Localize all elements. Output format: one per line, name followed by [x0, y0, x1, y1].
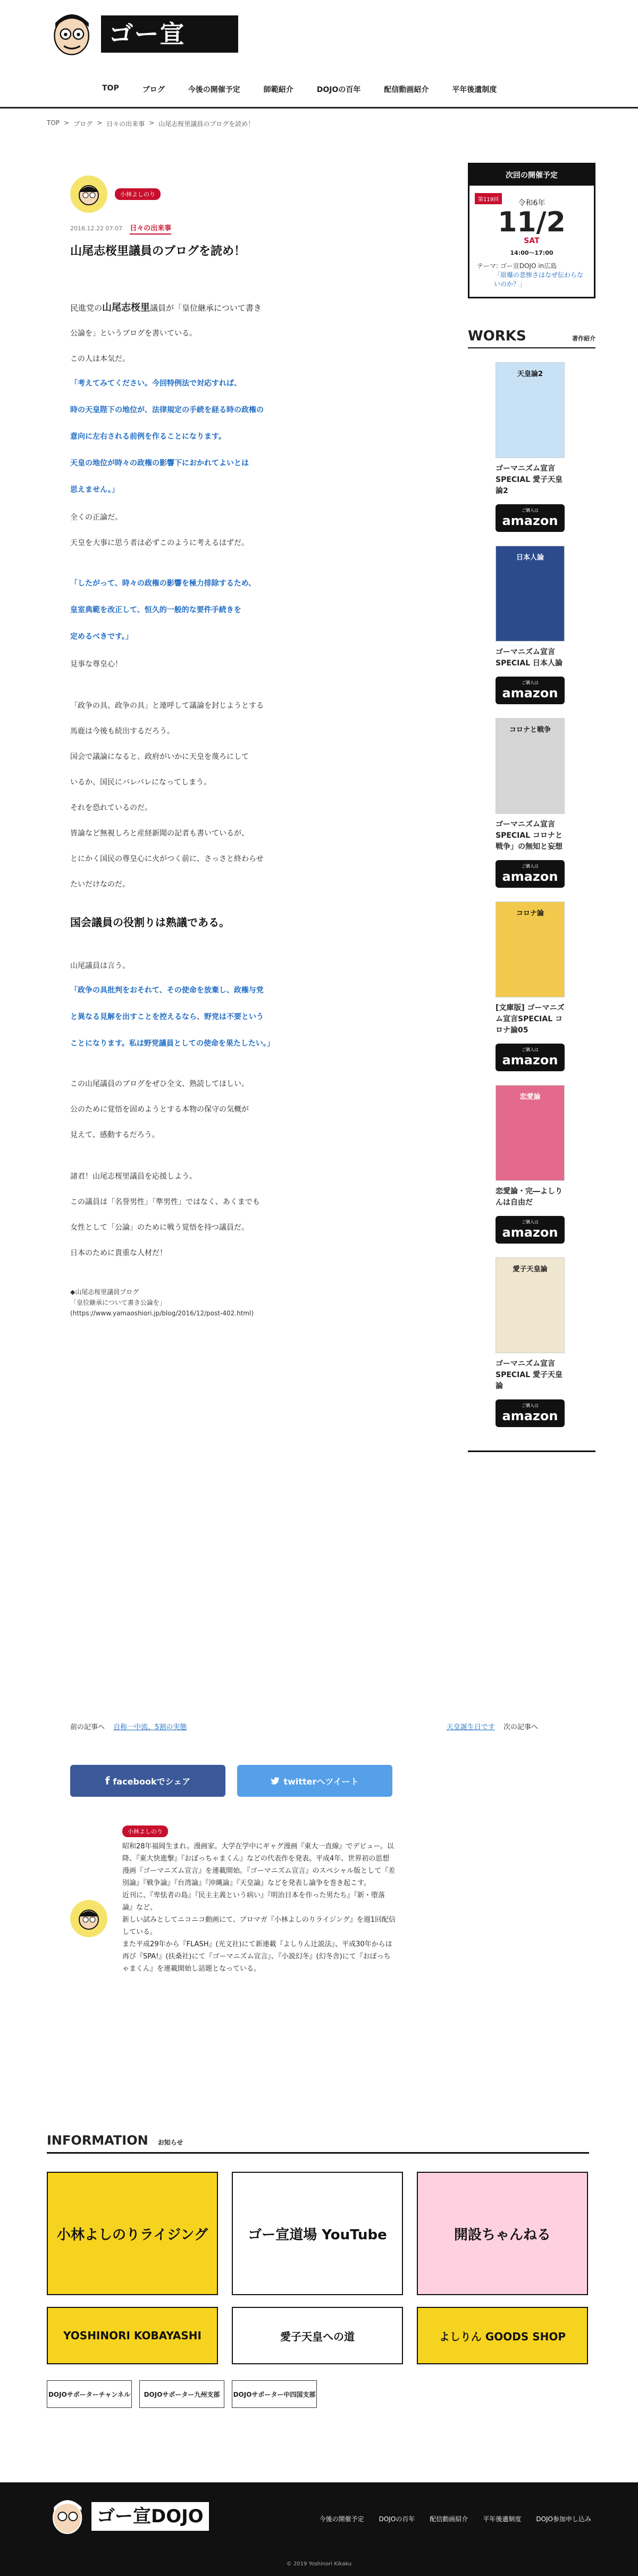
source-title: 「皇位継承について書き公論を」 [70, 1299, 166, 1306]
copyright: © 2019 Yoshinori Kikaku [286, 2561, 352, 2567]
post-body [70, 300, 400, 1319]
event-theme [477, 261, 586, 288]
author-row [70, 176, 400, 213]
nav-teachers[interactable]: 師範紹介 [263, 86, 293, 94]
next-event-box[interactable] [468, 163, 595, 298]
amazon-button-caption: ご購入は [522, 1047, 539, 1052]
amazon-logo: amazon [502, 869, 558, 884]
amazon-logo: amazon [502, 1225, 558, 1240]
site-logo[interactable] [47, 4, 238, 86]
information-section [47, 2133, 589, 2408]
bio-line: している。 [122, 1928, 157, 1936]
paragraph: この議員は「名誉男性」「準男性」ではなく、あくまでも [70, 1198, 260, 1206]
quote-line: 時の天皇陛下の地位が、法律規定の手続を経る時の政権の [70, 406, 264, 414]
quote-line: 思えません。」 [70, 486, 119, 494]
quote-line: ことになります。私は野党議員としての使命を果たしたい。」 [70, 1039, 274, 1048]
logo-text: ゴー宣DOJO [101, 15, 238, 53]
mascot-icon [47, 2496, 89, 2537]
paragraph: 諸君！山尾志桜里議員を応援しよう。 [70, 1172, 197, 1181]
twitter-share-label: twitterへツイート [283, 1776, 359, 1787]
paragraph: 全くの正論だ。 [70, 513, 122, 522]
breadcrumb-top[interactable]: TOP [47, 119, 60, 127]
next-event-body [469, 186, 594, 297]
book-title[interactable]: ゴーマニズム宣言SPECIAL 愛子天皇論2 [496, 464, 563, 495]
bio-line: 降、『東大快進撃』『おぼっちゃまくん』などの代表作を発表。平成4年、世界初の思想 [122, 1855, 390, 1863]
quote-line: 意向に左右される前例を作ることになります。 [70, 432, 226, 441]
information-title: INFORMATION [47, 2133, 148, 2148]
paragraph: 国会で議論になると、政府がいかに天皇を蔑ろにして [70, 753, 249, 761]
breadcrumb [47, 119, 254, 128]
works-title: WORKS [468, 328, 526, 344]
amazon-button-caption: ご購入は [522, 864, 539, 869]
amazon-button-caption: ご購入は [522, 1220, 539, 1224]
supporter-channel-link[interactable]: DOJOサポーターチャンネル [47, 2380, 132, 2408]
source-label: ◆山尾志桜里議員ブログ [70, 1288, 139, 1296]
author-badge[interactable]: 小林よしのり [122, 1825, 168, 1837]
quote-line: 定めるべきです。」 [70, 632, 133, 641]
breadcrumb-sep: > [149, 119, 155, 127]
next-label: 次の記事へ [503, 1723, 538, 1731]
event-number-badge: 第119回 [475, 193, 502, 204]
banner-grid [47, 2172, 589, 2364]
bio-line: 漫画『ゴーマニズム宣言』を連載開始。『ゴーマニズム宣言』のスペシャル版として『差 [122, 1867, 396, 1875]
author-badge[interactable]: 小林よしのり [115, 188, 161, 200]
paragraph: 見事な尊皇心！ [70, 660, 122, 669]
bio-line: 論』など。 [122, 1904, 157, 1912]
paragraph-group [70, 1076, 400, 1143]
paragraph: 馬鹿は今後も続出するだろう。 [70, 727, 174, 736]
facebook-share-button[interactable] [70, 1765, 225, 1797]
breadcrumb-current: 山尾志桜里議員のブログを読め！ [158, 120, 255, 128]
nav-videos[interactable]: 配信動画紹介 [384, 86, 429, 94]
quote-line: 皇室典範を改正して、恒久的一般的な要件手続きを [70, 606, 241, 614]
amazon-logo: amazon [502, 1053, 558, 1068]
paragraph: 山尾議員は言う。 [70, 962, 130, 970]
bio-line: 近刊に、『卑怯者の島』『民主主義という病い』『明治日本を作った男たち』『新・堕落 [122, 1891, 385, 1899]
book-title[interactable]: ゴーマニズム宣言SPECIAL コロナと戦争」の無知と妄想 [496, 820, 563, 851]
paragraph: 皆論など無視しろと産経新聞の記者も書いているが、 [70, 829, 249, 838]
paragraph: 天皇を大事に思う者は必ずこのように考えるはずだ。 [70, 539, 249, 547]
intro-paragraph [70, 300, 400, 316]
supporter-links [47, 2380, 589, 2408]
breadcrumb-sep: > [97, 119, 103, 127]
amazon-logo: amazon [502, 686, 558, 701]
prev-post-link[interactable]: 自称一中流、5割の実態 [113, 1723, 187, 1731]
quote-line: 天皇の地位が時々の政権の影響下におかれてよいとは [70, 459, 249, 468]
bio-line: また平成29年から『FLASH』(光文社)にて新連載『よしりん辻説法』、平成30年からは [122, 1940, 392, 1948]
avatar[interactable] [70, 1900, 107, 1937]
amazon-button-caption: ご購入は [522, 680, 539, 685]
amazon-buy-button[interactable] [496, 1216, 565, 1244]
book-cover[interactable]: 恋愛論 [496, 1085, 565, 1181]
footer-logo[interactable] [47, 2496, 209, 2537]
nav-system[interactable]: 平年後遺制度 [452, 86, 497, 94]
event-date: 11/2 [498, 206, 566, 238]
quote-block [70, 377, 400, 497]
intro-post: 議員が「皇位継承について書き [150, 303, 262, 313]
breadcrumb-blog[interactable]: ブログ [73, 120, 93, 128]
footer-nav [320, 2514, 591, 2523]
book-cover[interactable]: コロナ論 [496, 902, 565, 997]
section-heading: 国会議員の役割りは熟議である。 [70, 916, 230, 929]
prev-label: 前の記事へ [70, 1723, 105, 1731]
quote-line: と異なる見解を出すことを控えるなら、野党は不要という [70, 1013, 264, 1021]
information-heading [47, 2133, 589, 2154]
works-heading [468, 328, 595, 348]
amazon-button-caption: ご購入は [522, 508, 539, 513]
amazon-buy-button[interactable] [496, 1399, 565, 1427]
twitter-bird-icon [271, 1777, 280, 1785]
bio-line: 昭和28年福岡生まれ。漫画家。大学在学中にギャグ漫画『東大一直線』でデビュー。以 [122, 1843, 394, 1850]
amazon-buy-button[interactable] [496, 677, 565, 704]
twitter-share-button[interactable] [237, 1765, 392, 1797]
facebook-share-label: facebookでシェア [113, 1776, 191, 1787]
site-header [0, 0, 638, 109]
next-post [447, 1721, 538, 1731]
bio-line: 新しい試みとしてニコニコ動画にて、ブロマガ『小林よしのりライジング』を週1回配信 [122, 1916, 396, 1924]
nav-schedule[interactable]: 今後の開催予定 [188, 86, 240, 94]
banner-goods-shop[interactable]: よしりん GOODS SHOP [417, 2307, 588, 2364]
author-bio [122, 1840, 447, 1975]
event-theme-text: 「原爆の悲惨さはなぜ伝わらないのか？」 [494, 271, 584, 288]
event-weekday: SAT [524, 237, 540, 245]
quote-block [70, 983, 400, 1051]
breadcrumb-category[interactable]: 日々の出来事 [106, 120, 145, 128]
paragraph: それを恐れているのだ。 [70, 804, 152, 812]
footer-logo-text: ゴー宣DOJO [91, 2502, 209, 2531]
article [70, 176, 400, 1319]
post-date: 2016.12.22 07:07 [70, 225, 123, 232]
work-item [496, 718, 595, 888]
post-navigation [70, 1721, 538, 1731]
amazon-logo: amazon [502, 513, 558, 528]
amazon-logo: amazon [502, 1408, 558, 1423]
banner-youtube-dojo[interactable]: ゴー宣道場 YouTube [232, 2172, 403, 2295]
post-title: 山尾志桜里議員のブログを読め！ [70, 245, 246, 258]
work-item [496, 546, 595, 704]
global-nav [90, 84, 508, 95]
paragraph: とにかく国民の尊皇心に火がつく前に、さっさと終わらせ [70, 855, 264, 863]
paragraph-group [70, 1169, 400, 1261]
quote-line: 「考えてみてください。今回特例法で対応すれば、 [70, 379, 241, 388]
next-event-heading: 次回の開催予定 [469, 164, 594, 186]
amazon-buy-button[interactable] [496, 860, 565, 888]
amazon-buy-button[interactable] [496, 504, 565, 532]
nav-dojo-history[interactable]: DOJOの百年 [316, 86, 361, 94]
book-title[interactable]: ゴーマニズム宣言SPECIAL 日本人論 [496, 648, 563, 668]
supporter-kyushu-link[interactable]: DOJOサポーター九州支部 [139, 2380, 224, 2408]
work-item [496, 902, 595, 1071]
banner-aiko[interactable]: 愛子天皇への道 [232, 2307, 403, 2364]
book-cover[interactable]: 日本人論 [496, 546, 565, 641]
quote-line: 「したがって、時々の政権の影響を極力排除するため、 [70, 579, 256, 588]
footer-nav-entry[interactable]: DOJO参加申し込み [536, 2515, 591, 2523]
book-title[interactable]: 恋愛論・完―よしりんは自由だ [496, 1187, 563, 1207]
next-post-link[interactable]: 天皇誕生日です [446, 1723, 495, 1731]
paragraph: たいだけなのだ。 [70, 880, 130, 889]
author-face-icon [75, 1905, 103, 1932]
facebook-icon: f [105, 1774, 110, 1787]
bio-line: ゃまくん』を連載開始し話題となっている。 [122, 1965, 261, 1973]
site-footer [0, 2482, 638, 2576]
paragraph: 「政争の具、政争の具」と連呼して議論を封じようとする [70, 702, 264, 710]
work-item [496, 1085, 595, 1244]
footer-nav-system[interactable]: 平年後遺制度 [483, 2515, 522, 2523]
author-face-icon [75, 180, 103, 208]
nav-top[interactable]: TOP [102, 84, 119, 93]
paragraph-group [70, 698, 400, 893]
footer-nav-videos[interactable]: 配信動画紹介 [430, 2515, 468, 2523]
bio-line: 再び『SPA!』(扶桑社)にて『ゴーマニズム宣言』、『小説幻冬』(幻冬舎)にて『おぼっち [122, 1953, 391, 1961]
book-cover[interactable]: コロナと戦争 [496, 718, 565, 814]
source-url[interactable]: (https://www.yamaoshiori.jp/blog/2016/12/post-402.html) [70, 1310, 254, 1317]
paragraph: 日本のために貴重な人材だ！ [70, 1249, 167, 1257]
information-subtitle: お知らせ [157, 2139, 183, 2146]
book-title[interactable]: ゴーマニズム宣言SPECIAL 愛子天皇論 [496, 1360, 563, 1390]
book-cover[interactable]: 愛子天皇論 [496, 1257, 565, 1353]
book-title[interactable]: [文庫版] ゴーマニズム宣言SPECIAL コロナ論05 [496, 1004, 565, 1035]
paragraph: いるか、国民にバレバレになってしまう。 [70, 778, 212, 787]
works-subtitle: 著作紹介 [572, 335, 595, 342]
works-list [468, 362, 595, 1427]
amazon-buy-button[interactable] [496, 1044, 565, 1071]
amazon-button-caption: ご購入は [522, 1403, 539, 1408]
work-item [496, 362, 595, 532]
paragraph: 見えて、感動するだろう。 [70, 1131, 160, 1139]
event-theme-label: テーマ: ゴー宣DOJO in広島 [477, 262, 557, 270]
intro-pre: 民進党の [70, 303, 103, 313]
book-cover[interactable]: 天皇論2 [496, 362, 565, 458]
intro-name: 山尾志桜里 [102, 302, 150, 313]
prev-post [70, 1721, 187, 1731]
paragraph: この山尾議員のブログをぜひ全文、熟読してほしい。 [70, 1080, 249, 1088]
event-era: 令和6年 [518, 199, 545, 207]
sidebar-divider [468, 1450, 595, 1452]
bio-line: 別論』『戦争論』『台湾論』『沖縄論』『天皇論』などを発表し論争を巻き起こす。 [122, 1879, 371, 1887]
sidebar [468, 163, 595, 1452]
event-time: 14:00〜17:00 [510, 249, 553, 256]
supporter-chushikoku-link[interactable]: DOJOサポーター中四国支部 [232, 2380, 317, 2408]
quote-block [70, 577, 400, 644]
paragraph: 公論を」というブログを書いている。 [70, 329, 197, 338]
breadcrumb-sep: > [64, 119, 70, 127]
paragraph: 女性として「公論」のために戦う覚悟を持つ議員だ。 [70, 1223, 249, 1232]
avatar[interactable] [70, 176, 107, 213]
footer-nav-history[interactable]: DOJOの百年 [379, 2515, 415, 2523]
quote-line: 「政争の具批判をおそれて、その使命を放棄し、政権与党 [70, 986, 264, 995]
banner-official-site[interactable]: YOSHINORI KOBAYASHI [47, 2307, 218, 2364]
share-buttons [70, 1765, 392, 1797]
mascot-icon [47, 4, 98, 64]
source-block [70, 1287, 400, 1319]
nav-blog[interactable]: ブログ [142, 86, 165, 94]
banner-rising[interactable]: 小林よしのりライジング [47, 2172, 218, 2295]
category-tag[interactable]: 日々の出来事 [130, 222, 171, 235]
work-item [496, 1257, 595, 1427]
paragraph: この人は本気だ。 [70, 355, 130, 363]
paragraph: 公のために覚悟を固めようとする本物の保守の気概が [70, 1105, 249, 1114]
post-meta [70, 222, 400, 235]
banner-channel[interactable]: 開設ちゃんねる [417, 2172, 588, 2295]
footer-nav-schedule[interactable]: 今後の開催予定 [319, 2515, 364, 2523]
